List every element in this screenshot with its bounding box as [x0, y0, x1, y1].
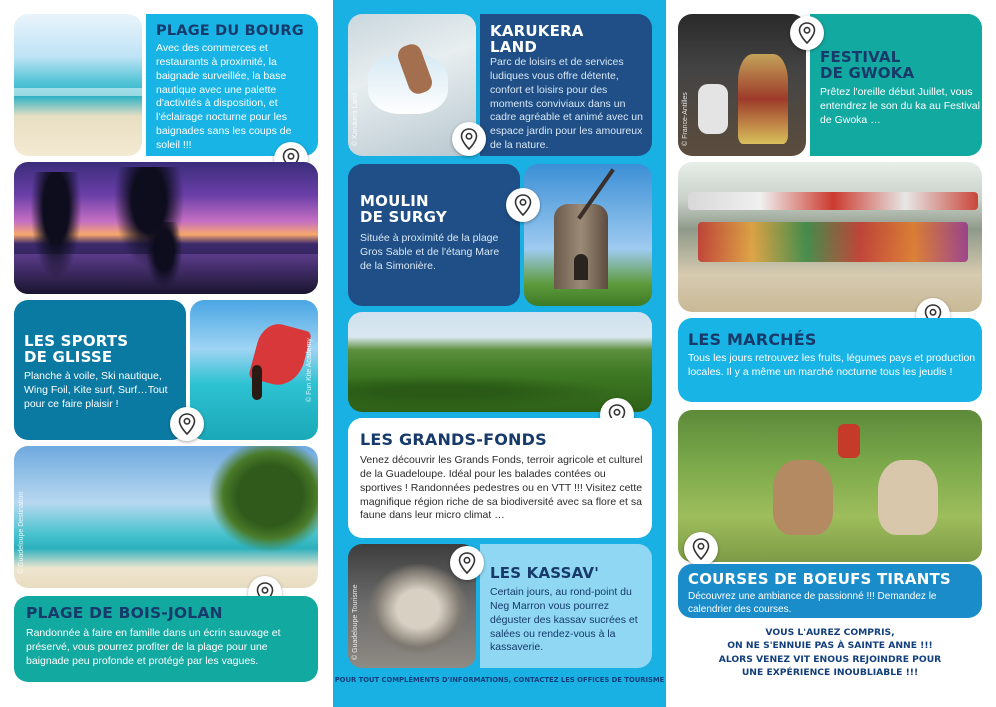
grands-fonds-card [348, 418, 652, 538]
gwoka-text: Prêtez l'oreille début Juillet, vous entendrez le son du ka au Festival de Gwoka … [820, 86, 980, 126]
wing-foil-photo [190, 300, 318, 440]
gwoka-title-line1: FESTIVAL [820, 48, 901, 66]
bois-jolan-title: PLAGE DE BOIS-JOLAN [26, 604, 223, 622]
bois-jolan-text: Randonnée à faire en famille dans un écrin sauvage et préservé, vous pourrez profiter de la plage pour une baignade peu profonde et protégé par les vagues. [26, 627, 281, 667]
marches-title: LES MARCHÉS [688, 330, 817, 349]
gwoka-title-line2: DE GWOKA [820, 64, 915, 82]
map-pin-icon[interactable] [506, 188, 540, 222]
kassav-photo-credit: © Guadeloupe Tourisme [352, 584, 359, 660]
kassav-title: LES KASSAV' [490, 564, 599, 582]
grands-fonds-text: Venez découvrir les Grands Fonds, terroir agricole et culturel de la Guadeloupe. Idéal pour les balades contées ou sportives ! Randonnées pedestres ou en VTT !!! Visitez cette magnifique région riche de sa biodiversité avec sa flore et sa faune dans leur micro climat … [360, 454, 643, 522]
closing-line-2: ON NE S'ENNUIE PAS À SAINTE ANNE !!! [727, 640, 933, 652]
karukera-photo-credit: © Karukera Land [352, 92, 359, 146]
bois-jolan-photo-credit: © Guadeloupe Destination [18, 491, 25, 574]
grands-fonds-title: LES GRANDS-FONDS [360, 430, 547, 449]
bois-jolan-card [14, 596, 318, 682]
map-pin-icon[interactable] [790, 16, 824, 50]
beach-bourg-photo [14, 14, 142, 156]
closing-line-3: ALORS VENEZ VIT ENOUS REJOINDRE POUR [718, 653, 942, 665]
map-pin-icon[interactable] [684, 532, 718, 566]
karukera-title-line2: LAND [490, 38, 537, 56]
grands-fonds-photo [348, 312, 652, 412]
sports-card [14, 300, 186, 440]
gwoka-photo-credit: © France-Antilles [682, 92, 689, 146]
plage-bourg-title: PLAGE DU BOURG [156, 23, 304, 39]
karukera-text: Parc de loisirs et de services ludiques vous offre détente, confort et loisirs pour des moments conviviaux dans un cadre agréable et animé avec un espace jardin pour les amoureux de la nature. [490, 56, 643, 152]
moulin-title-line1: MOULIN [360, 192, 429, 210]
gwoka-card [810, 14, 982, 156]
karukera-card [480, 14, 652, 156]
marches-card [678, 318, 982, 402]
kassav-card [480, 544, 652, 668]
closing-line-1: VOUS L'AUREZ COMPRIS, [765, 627, 895, 638]
market-photo [678, 162, 982, 312]
sports-photo-credit: © Fun Kite Academy [306, 338, 313, 402]
moulin-photo [524, 164, 652, 306]
karukera-title-line1: KARUKERA [490, 22, 584, 40]
middle-footer-note: POUR TOUT COMPLÉMENTS D'INFORMATIONS, CONTACTEZ LES OFFICES DE TOURISME [334, 676, 665, 684]
sports-text: Planche à voile, Ski nautique, Wing Foil, Kite surf, Surf…Tout pour ce faire plaisir ! [24, 370, 168, 410]
boeufs-photo [678, 410, 982, 562]
map-pin-icon[interactable] [170, 407, 204, 441]
kassav-text: Certain jours, au rond-point du Neg Marron vous pourrez déguster des kassav sucrées et salées ou rendez-vous à la kassaverie. [490, 586, 638, 654]
moulin-text: Située à proximité de la plage Gros Sable et de l'étang Mare de la Simonière. [360, 232, 500, 272]
boeufs-title: COURSES DE BOEUFS TIRANTS [688, 570, 951, 588]
marches-text: Tous les jours retrouvez les fruits, légumes pays et production locales. Il y a même un marché nocturne tous les jeudis ! [688, 352, 976, 378]
map-pin-icon[interactable] [450, 546, 484, 580]
plage-bourg-text: Avec des commerces et restaurants à proximité, la baignade surveillée, la base nautique avec une palette d'activités à disposition, et l'éclairage nocturne pour les baignades sans les coups de soleil !!! [156, 42, 292, 152]
boeufs-text: Découvrez une ambiance de passionné !!! Demandez le calendrier des courses. [688, 591, 937, 616]
bois-jolan-photo [14, 446, 318, 588]
plage-bourg-card [146, 14, 318, 156]
sunset-palms-photo [14, 162, 318, 294]
gwoka-photo [678, 14, 806, 156]
closing-line-4: UNE EXPÉRIENCE INOUBLIABLE !!! [741, 667, 919, 679]
moulin-card [348, 164, 520, 306]
sports-title-line2: DE GLISSE [24, 348, 113, 366]
closing-message [678, 626, 982, 679]
boeufs-card [678, 564, 982, 618]
moulin-title-line2: DE SURGY [360, 208, 447, 226]
map-pin-icon[interactable] [452, 122, 486, 156]
sports-title-line1: LES SPORTS [24, 332, 129, 350]
